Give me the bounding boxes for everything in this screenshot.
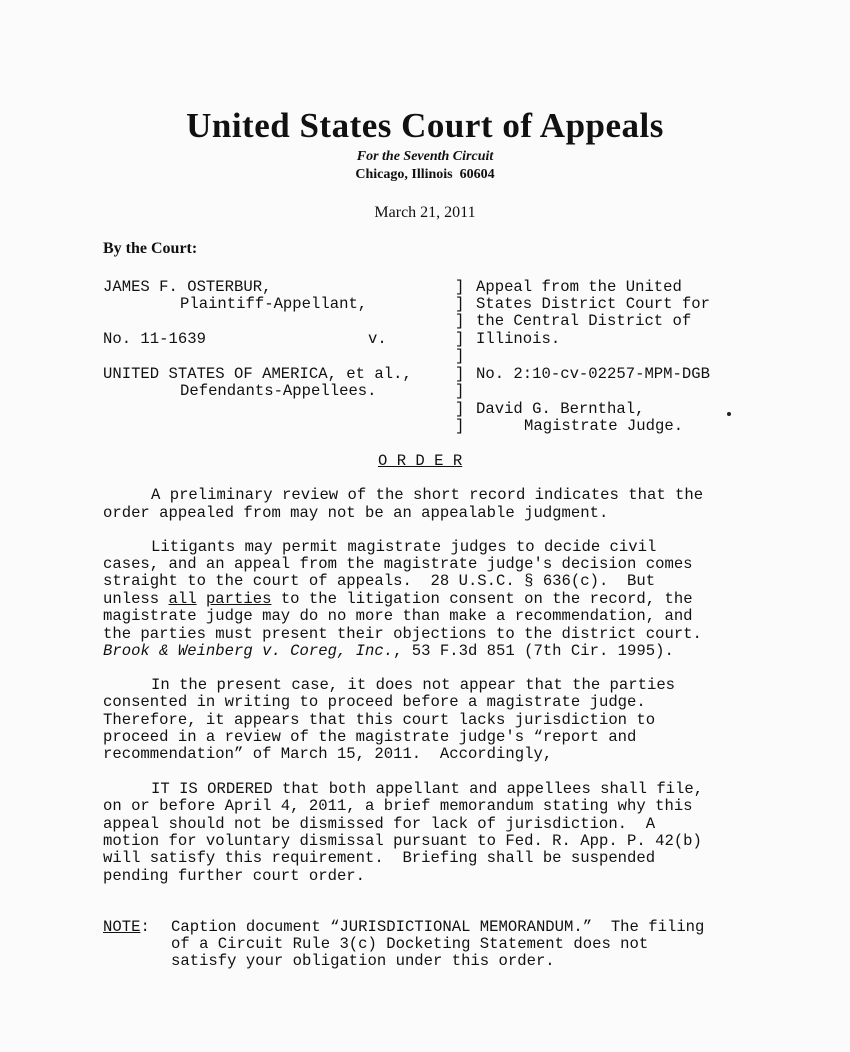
caption-bracket: ] bbox=[455, 400, 465, 418]
paragraph-line: the parties must present their objections to the district court. bbox=[103, 625, 702, 643]
paragraph-line: A preliminary review of the short record indicates that the bbox=[151, 486, 704, 504]
paragraph-line: Litigants may permit magistrate judges to decide civil bbox=[151, 538, 657, 556]
caption-bracket: ] bbox=[455, 330, 465, 348]
versus: v. bbox=[368, 330, 387, 348]
text-run: to the litigation consent on the record, the bbox=[271, 590, 693, 608]
paragraph-line: will satisfy this requirement. Briefing shall be suspended bbox=[103, 849, 656, 867]
paragraph-line: order appealed from may not be an appealable judgment. bbox=[103, 504, 609, 522]
court-location bbox=[0, 167, 850, 183]
judge-name: David G. Bernthal, bbox=[476, 400, 645, 418]
emphasis-all: all bbox=[168, 590, 197, 608]
paragraph-line: In the present case, it does not appear that the parties bbox=[151, 676, 676, 694]
paragraph-line: cases, and an appeal from the magistrate judge's decision comes bbox=[103, 555, 693, 573]
caption-bracket: ] bbox=[455, 278, 465, 296]
paragraph-line: recommendation” of March 15, 2011. Accordingly, bbox=[103, 745, 553, 763]
appeal-from-line: States District Court for bbox=[476, 295, 710, 313]
circuit-subtitle: For the Seventh Circuit bbox=[356, 149, 494, 164]
note-line: Caption document “JURISDICTIONAL MEMORANDUM.” The filing bbox=[171, 918, 705, 936]
paragraph-line: IT IS ORDERED that both appellant and appellees shall file, bbox=[151, 780, 704, 798]
paragraph-line: pending further court order. bbox=[103, 867, 366, 885]
judge-title: Magistrate Judge. bbox=[524, 417, 684, 435]
paragraph-line: appeal should not be dismissed for lack of jurisdiction. A bbox=[103, 815, 656, 833]
text-run: unless bbox=[103, 590, 169, 608]
caption-bracket: ] bbox=[455, 417, 465, 435]
paragraph-line: straight to the court of appeals. 28 U.S.C. § 636(c). But bbox=[103, 572, 656, 590]
note-label-text: NOTE bbox=[103, 918, 141, 936]
paragraph-line: proceed in a review of the magistrate judge's “report and bbox=[103, 728, 637, 746]
appeal-from-line: Appeal from the United bbox=[476, 278, 682, 296]
appellant-role: Plaintiff-Appellant, bbox=[180, 295, 368, 313]
paragraph-line bbox=[103, 643, 674, 661]
appellee-name: UNITED STATES OF AMERICA, et al., bbox=[103, 365, 412, 383]
order-heading: O R D E R bbox=[378, 452, 463, 470]
caption-bracket: ] bbox=[455, 347, 465, 365]
paragraph-line: motion for voluntary dismissal pursuant to Fed. R. App. P. 42(b) bbox=[103, 832, 702, 850]
emphasis-parties: parties bbox=[205, 590, 272, 608]
stray-mark bbox=[727, 412, 731, 416]
caption-bracket: ] bbox=[455, 295, 465, 313]
citation-case-name: Brook & Weinberg v. Coreg, Inc. bbox=[103, 642, 394, 660]
note-label bbox=[103, 919, 150, 937]
case-number: No. 11-1639 bbox=[103, 330, 206, 348]
paragraph-line bbox=[103, 591, 693, 609]
paragraph-line: on or before April 4, 2011, a brief memorandum stating why this bbox=[103, 797, 693, 815]
district-case-number: No. 2:10-cv-02257-MPM-DGB bbox=[476, 365, 710, 383]
court-title: United States Court of Appeals bbox=[186, 106, 664, 145]
paragraph-line: Therefore, it appears that this court lacks jurisdiction to bbox=[103, 711, 656, 729]
appeal-from-line: Illinois. bbox=[476, 330, 561, 348]
caption-bracket: ] bbox=[455, 382, 465, 400]
caption-bracket: ] bbox=[455, 312, 465, 330]
note-line: of a Circuit Rule 3(c) Docketing Statement does not bbox=[171, 935, 649, 953]
text-run bbox=[197, 590, 206, 608]
appellant-name: JAMES F. OSTERBUR, bbox=[103, 278, 272, 296]
paragraph-line: magistrate judge may do no more than make a recommendation, and bbox=[103, 607, 693, 625]
order-date: March 21, 2011 bbox=[374, 204, 476, 221]
court-city: Chicago, Illinois bbox=[355, 167, 453, 182]
citation-reference: , 53 F.3d 851 (7th Cir. 1995). bbox=[393, 642, 674, 660]
note-colon: : bbox=[140, 918, 150, 936]
appeal-from-line: the Central District of bbox=[476, 312, 692, 330]
court-zip: 60604 bbox=[459, 167, 495, 182]
appellee-role: Defendants-Appellees. bbox=[180, 382, 377, 400]
paragraph-line: consented in writing to proceed before a magistrate judge. bbox=[103, 693, 646, 711]
note-line: satisfy your obligation under this order. bbox=[171, 952, 555, 970]
caption-bracket: ] bbox=[455, 365, 465, 383]
by-the-court: By the Court: bbox=[103, 240, 198, 257]
